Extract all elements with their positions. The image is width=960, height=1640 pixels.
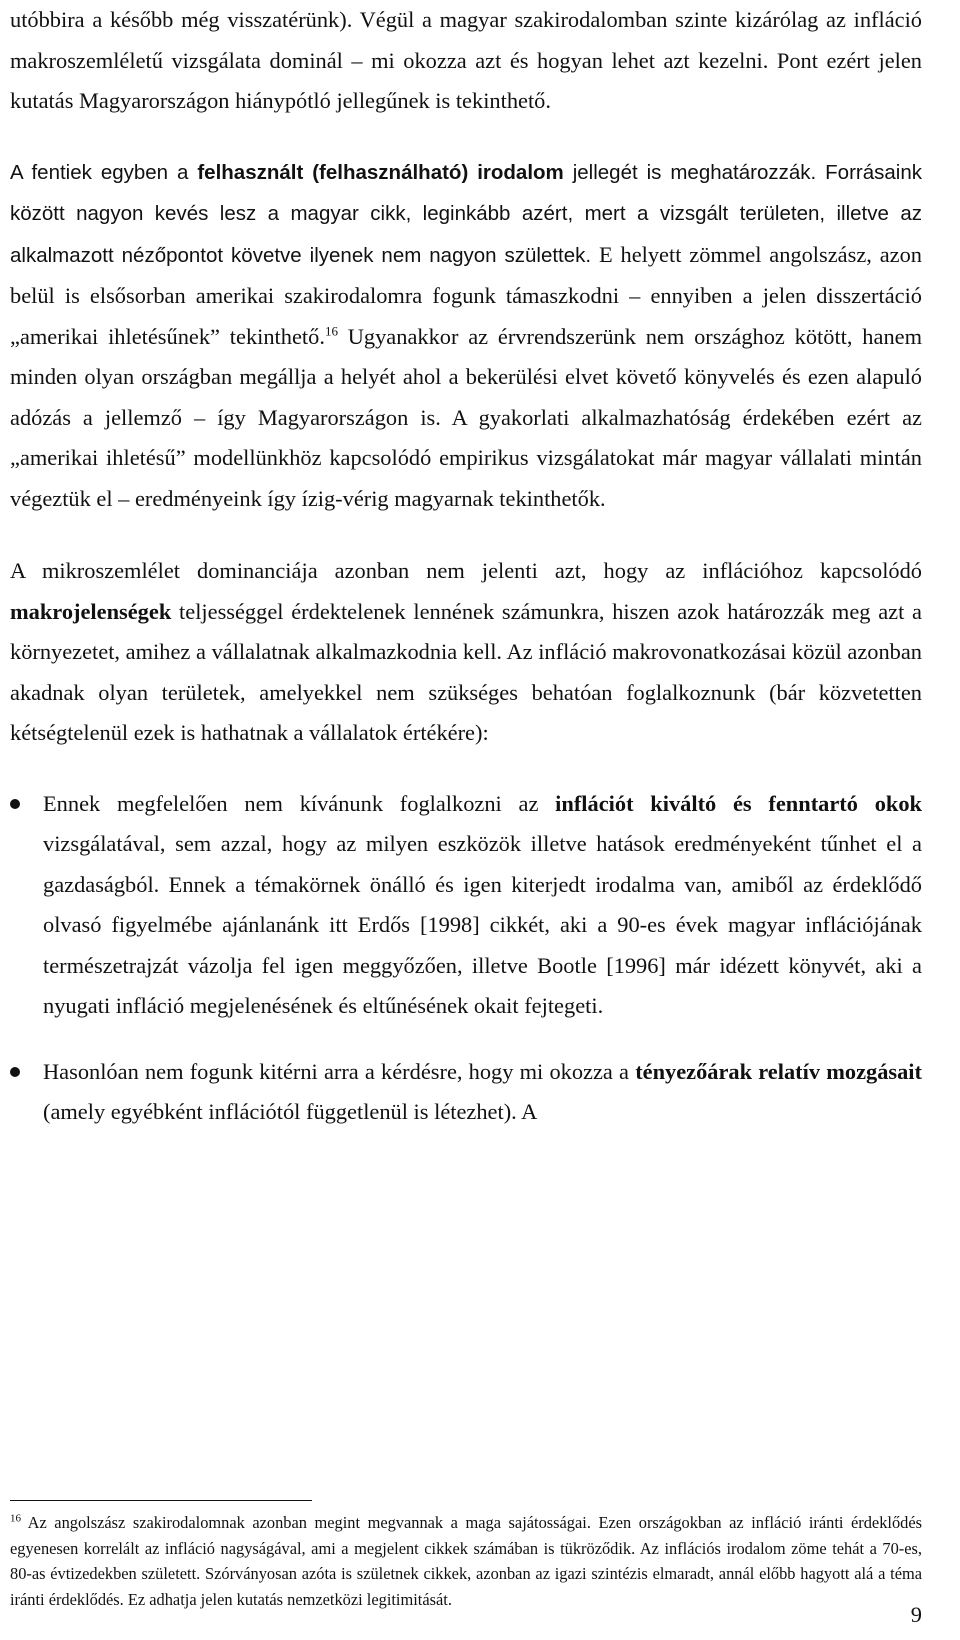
paragraph-text: jellegét is meghatározzák. Forrásaink között nagyon kevés lesz a magyar cikk, leginkább azért, mert a vizsgált területen, illetve az alkalmazott nézőpontot követve ilyenek nem nagyon születtek. bbox=[10, 160, 922, 267]
footnote-separator bbox=[10, 1500, 312, 1501]
list-item-text: vizsgálatával, sem azzal, hogy az milyen eszközök illetve hatások eredményeként tűnhet el a gazdaságból. Ennek a témakörnek önálló és igen kiterjedt irodalma van, amiből az érdeklődő olvasó figyelmébe ajánlanánk itt Erdős [1998] cikkét, aki a 90-es évek magyar inflációjának természetrajzát vázolja fel igen meggyőzően, illetve Bootle [1996] már idézett könyvét, aki a nyugati infláció megjelenésének és eltűnésének okait fejtegeti. bbox=[43, 831, 922, 1018]
bold-term: felhasznált (felhasználható) irodalom bbox=[197, 160, 564, 184]
bullet-list bbox=[10, 784, 922, 1133]
page-number: 9 bbox=[910, 1602, 922, 1627]
list-item bbox=[10, 784, 922, 1027]
list-item bbox=[10, 1052, 922, 1133]
paragraph-text: Ugyanakkor az érvrendszerünk nem országhoz kötött, hanem minden olyan országban megállja a helyét ahol a bekerülési elvet követő könyvelés és ezen alapuló adózás a jellemző – így Magyarországon is. A gyakorlati alkalmazhatóság érdekében ezért az „amerikai ihletésű” modellünkhöz kapcsolódó empirikus vizsgálatokat már magyar vállalati mintán végeztük el – eredményeink így ízig-vérig magyarnak tekinthetők. bbox=[10, 323, 922, 511]
bold-term: inflációt kiváltó és fenntartó okok bbox=[555, 790, 923, 816]
bullet-icon bbox=[10, 799, 20, 809]
list-item-text: Ennek megfelelően nem kívánunk foglalkozni az bbox=[43, 790, 556, 816]
paragraph-text: teljességgel érdektelenek lennének számunkra, hiszen azok határozzák meg azt a környezetet, amihez a vállalatnak alkalmazkodnia kell. Az infláció makrovonatkozásai közül azonban akadnak olyan területek, amelyekkel nem szükséges behatóan foglalkoznunk (bár közvetetten kétségtelenül ezek is hathatnak a vállalatok értékére): bbox=[10, 598, 922, 745]
footnote-text: Az angolszász szakirodalomnak azonban megint megvannak a maga sajátosságai. Ezen országokban az infláció iránti érdeklődés egyenesen korrelált az infláció nagyságával, ami a megjelent cikkek számában is tükröződik. Az inflációs irodalom zöme tehát a 70-es, 80-as évtizedekben született. Szórványosan azóta is születnek cikkek, azonban az igazi szintézis elmaradt, annál előbb hagyott alá a téma iránti érdeklődés. Ez adhatja jelen kutatás nemzetközi legitimitását. bbox=[10, 1513, 922, 1609]
footnote bbox=[10, 1510, 922, 1612]
paragraph-literature bbox=[10, 152, 922, 520]
paragraph-intro-continuation bbox=[10, 0, 922, 122]
paragraph-text: A fentiek egyben a bbox=[10, 160, 198, 184]
list-item-text: Hasonlóan nem fogunk kitérni arra a kérdésre, hogy mi okozza a bbox=[43, 1058, 636, 1084]
bold-term: makrojelenségek bbox=[10, 598, 172, 624]
paragraph-text: A mikroszemlélet dominanciája azonban nem jelenti azt, hogy az inflációhoz kapcsolódó bbox=[10, 558, 922, 583]
paragraph-text: utóbbira a később még visszatérünk). Végül a magyar szakirodalomban szinte kizárólag az infláció makroszemléletű vizsgálata dominál – mi okozza azt és hogyan lehet azt kezelni. Pont ezért jelen kutatás Magyarországon hiánypótló jellegűnek is tekinthető. bbox=[10, 7, 922, 113]
paragraph-micro-view bbox=[10, 551, 922, 754]
footnote-number: 16 bbox=[10, 1512, 21, 1525]
paragraph-text: E helyett zömmel angolszász, azon belül is elsősorban amerikai szakirodalomra fogunk támaszkodni – ennyiben a jelen disszertáció „amerikai ihletésűnek” tekinthető. bbox=[10, 241, 922, 349]
footnote-reference[interactable]: 16 bbox=[324, 323, 338, 339]
bullet-icon bbox=[10, 1067, 20, 1077]
bold-term: tényezőárak relatív mozgásait bbox=[635, 1058, 922, 1084]
list-item-text: (amely egyébként inflációtól függetlenül is létezhet). A bbox=[43, 1099, 538, 1124]
